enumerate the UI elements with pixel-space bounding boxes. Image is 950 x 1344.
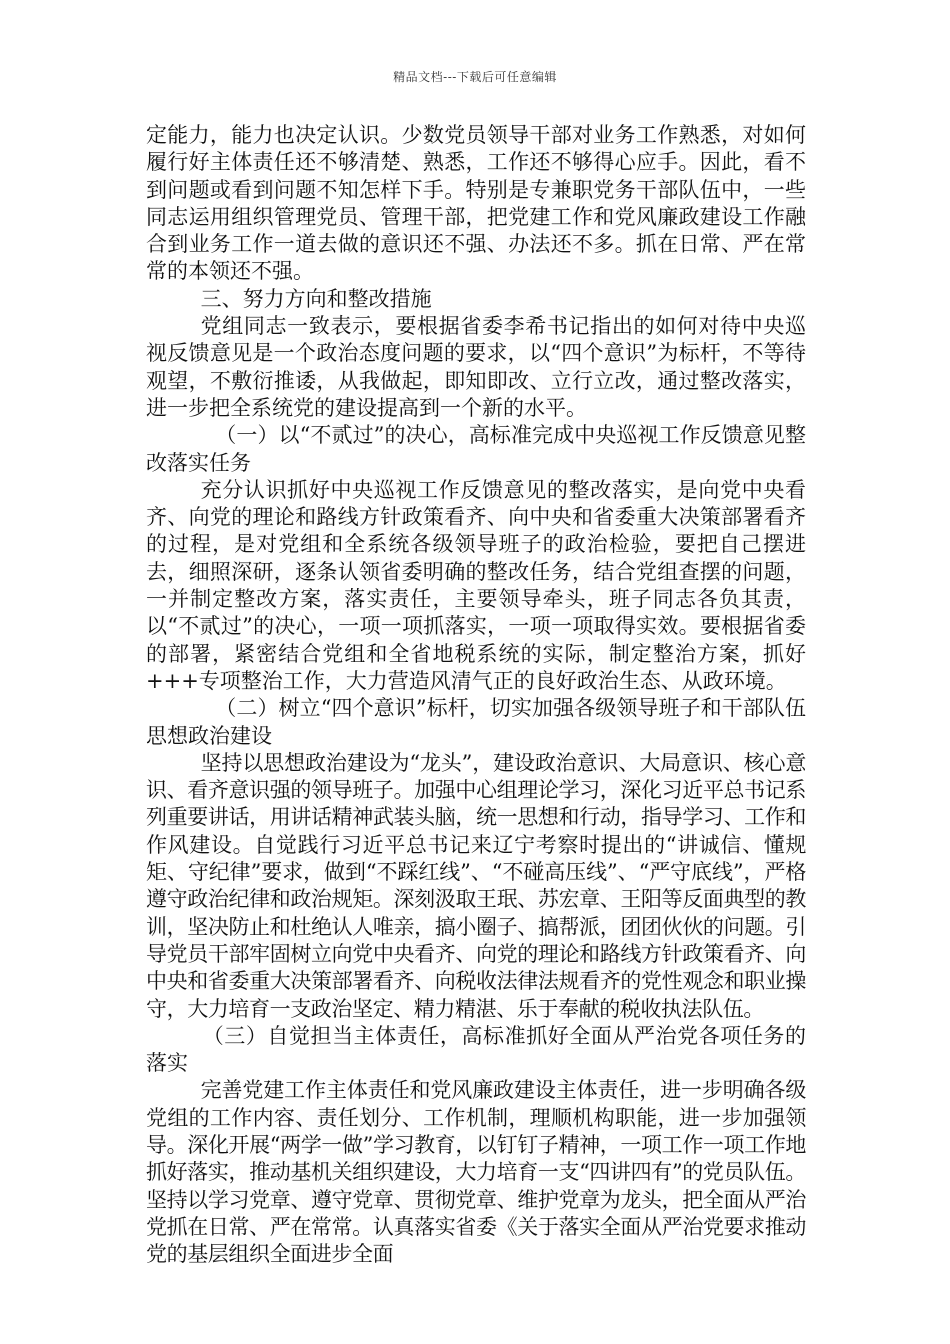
body-paragraph: 定能力，能力也决定认识。少数党员领导干部对业务工作熟悉，对如何履行好主体责任还不够清楚、熟悉，工作还不够得心应手。因此，看不到问题或看到问题不知怎样下手。特别是专兼职党务干部队伍中，一些同志运用组织管理党员、管理干部，把党建工作和党风廉政建设工作融合到业务工作一道去做的意识还不强、办法还不多。抓在日常、严在常常的本领还不强。	[146, 123, 806, 284]
body-paragraph: 党组同志一致表示，要根据省委李希书记指出的如何对待中央巡视反馈意见是一个政治态度问题的要求，以“四个意识”为标杆，不等待观望，不敷衍推诿，从我做起，即知即改、立行立改，通过整改落实，进一步把全系统党的建设提高到一个新的水平。	[146, 314, 806, 420]
subsection-heading: （一）以“不贰过”的决心，高标准完成中央巡视工作反馈意见整改落实任务	[146, 423, 806, 475]
subsection-heading: （二）树立“四个意识”标杆，切实加强各级领导班子和干部队伍思想政治建设	[146, 696, 806, 748]
page-header: 精品文档---下载后可任意编辑	[393, 70, 557, 84]
subsection-heading: （三）自觉担当主体责任，高标准抓好全面从严治党各项任务的落实	[146, 1023, 806, 1076]
body-paragraph: 完善党建工作主体责任和党风廉政建设主体责任，进一步明确各级党组的工作内容、责任划分、工作机制，理顺机构职能，进一步加强领导。深化开展“两学一做”学习教育，以钉钉子精神，一项工作一项工作地抓好落实，推动基机关组织建设，大力培育一支“四讲四有”的党员队伍。坚持以学习党章、遵守党章、贯彻党章、维护党章为龙头，把全面从严治党抓在日常、严在常常。认真落实省委《关于落实全面从严治党要求推动党的基层组织全面进步全面	[146, 1078, 806, 1267]
body-paragraph: 充分认识抓好中央巡视工作反馈意见的整改落实，是向党中央看齐、向党的理论和路线方针政策看齐、向中央和省委重大决策部署看齐的过程，是对党组和全系统各级领导班子的政治检验，要把自己摆进去，细照深研，逐条认领省委明确的整改任务，结合党组查摆的问题，一并制定整改方案，落实责任，主要领导牵头，班子同志各负其责，以“不贰过”的决心，一项一项抓落实，一项一项取得实效。要根据省委的部署，紧密结合党组和全省地税系统的实际，制定整治方案，抓好+++专项整治工作，大力营造风清气正的良好政治生态、从政环境。	[146, 477, 806, 693]
body-paragraph: 坚持以思想政治建设为“龙头”，建设政治意识、大局意识、核心意识、看齐意识强的领导班子。加强中心组理论学习，深化习近平总书记系列重要讲话，用讲话精神武装头脑，统一思想和行动，指导学习、工作和作风建设。自觉践行习近平总书记来辽宁考察时提出的“讲诚信、懂规矩、守纪律”要求，做到“不踩红线”、“不碰高压线”、“严守底线”，严格遵守政治纪律和政治规矩。深刻汲取王珉、苏宏章、王阳等反面典型的教训，坚决防止和杜绝认人唯亲，搞小圈子、搞帮派，团团伙伙的问题。引导党员干部牢固树立向党中央看齐、向党的理论和路线方针政策看齐、向中央和省委重大决策部署看齐、向税收法律法规看齐的党性观念和职业操守，大力培育一支政治坚定、精力精湛、乐于奉献的税收执法队伍。	[146, 750, 806, 1021]
section-heading: 三、努力方向和整改措施	[200, 286, 432, 311]
document-body	[146, 122, 806, 1268]
